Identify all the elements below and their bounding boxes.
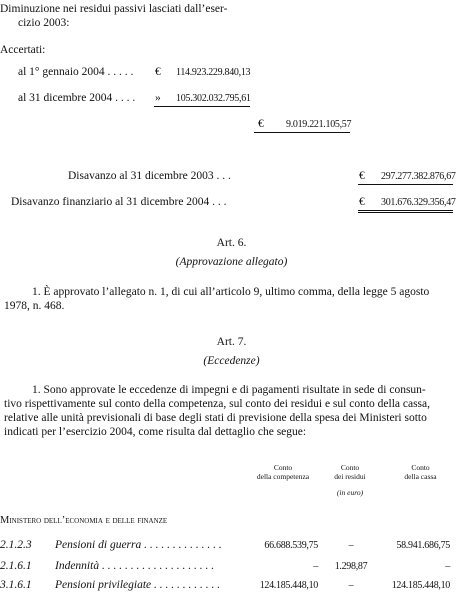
row-cassa: 58.941.686,75 [396,540,450,551]
col-cassa-header [393,463,448,481]
ministry-heading: Ministero dell’economia e delle finanze [0,515,168,526]
accertati-label: Accertati: [0,44,46,56]
row-code: 3.1.6.1 [0,579,32,591]
row-cassa: – [445,561,450,572]
row-residui: 1.298,87 [334,561,368,572]
art6-subtitle-text: (Approvazione allegato) [175,256,288,268]
disavanzo-row2-double-rule [358,210,453,213]
disavanzo-row1-rule [358,184,453,185]
accertati-diff-rule [254,132,350,133]
disavanzo-row2-currency: € [359,196,365,208]
row-name-1 [55,539,222,551]
art7-title: Art. 7. [216,336,247,348]
accertati-row1-currency: € [155,66,161,78]
table-row [0,560,32,572]
art7-text-line-4: indicati per l’esercizio 2004, come risulta dal dettaglio che segue: [4,426,307,438]
art7-subtitle [0,355,463,367]
col-residui-l2: dei residui [334,472,366,481]
accertati-row1-label: al 1° gennaio 2004 . . . . . [18,66,134,78]
unit-label: (in euro) [336,488,364,497]
accertati-row2-value: 105.302.032.795,61 [176,93,251,104]
row-code: 2.1.6.1 [0,560,32,572]
art7-text-line-1: 1. Sono approvate le eccedenze di impegni e di pagamenti risultate in sede di consun- [32,384,426,396]
col-residui-header [325,463,375,481]
disavanzo-row1-currency: € [359,170,365,182]
accertati-row2-currency: » [155,92,161,104]
table-row [0,539,32,551]
row-name: Pensioni privilegiate . . . . . . . . . . . . [55,579,221,591]
row-competenza: 124.185.448,10 [259,580,318,591]
art7-text-line-2: tivo rispettivamente sul conto della competenza, sul conto dei residui e sul conto della cassa, [4,398,431,410]
col-cassa-l2: della cassa [404,472,437,481]
accertati-row1-value: 114.923.229.840,13 [176,67,251,78]
row-competenza: 66.688.539,75 [264,540,318,551]
disavanzo-row2-label: Disavanzo finanziario al 31 dicembre 2004 . . . [11,196,227,208]
disavanzo-row1-value: 297.277.382.876,67 [381,171,456,182]
art7-subtitle-text: (Eccedenze) [203,355,260,367]
accertati-subtotal-rule [154,106,250,107]
row-cassa: 124.185.448,10 [391,580,450,591]
row-competenza: – [313,561,318,572]
accertati-diff-currency: € [258,118,264,130]
accertati-diff-value: 9.019.221.105,57 [286,119,352,130]
row-residui: – [348,540,354,551]
col-competenza-header [248,463,318,481]
art6-text-line-1: 1. È approvato l’allegato n. 1, di cui all’articolo 9, ultimo comma, della legge 5 agosto [32,286,430,298]
art6-title: Art. 6. [216,237,247,249]
row-code: 2.1.2.3 [0,539,32,551]
table-row [0,579,32,591]
col-competenza-l1: Conto [273,463,293,472]
row-name-3 [55,579,220,591]
art6-text-line-2: 1978, n. 468. [4,300,65,312]
art7-text-line-3: relative alle unità previsionali di base degli stati di previsione della spesa dei Ministeri sotto [4,412,427,424]
intro-line-1: Diminuzione nei residui passivi lasciati dall’eser- [0,3,228,15]
accertati-row2-label: al 31 dicembre 2004 . . . . [18,92,136,104]
row-name: Indennità . . . . . . . . . . . . . . . . . . . . [55,560,215,572]
intro-line-2: cizio 2003: [18,17,70,29]
col-residui-l1: Conto [340,463,360,472]
art6-subtitle [0,256,463,268]
col-competenza-l2: della competenza [256,472,310,481]
disavanzo-row2-value: 301.676.329.356,47 [381,197,456,208]
row-name-2 [55,560,214,572]
row-residui: – [348,580,354,591]
col-cassa-l1: Conto [411,463,430,472]
row-name: Pensioni di guerra . . . . . . . . . . . . . . [55,539,222,551]
disavanzo-row1-label: Disavanzo al 31 dicembre 2003 . . . [68,170,231,182]
